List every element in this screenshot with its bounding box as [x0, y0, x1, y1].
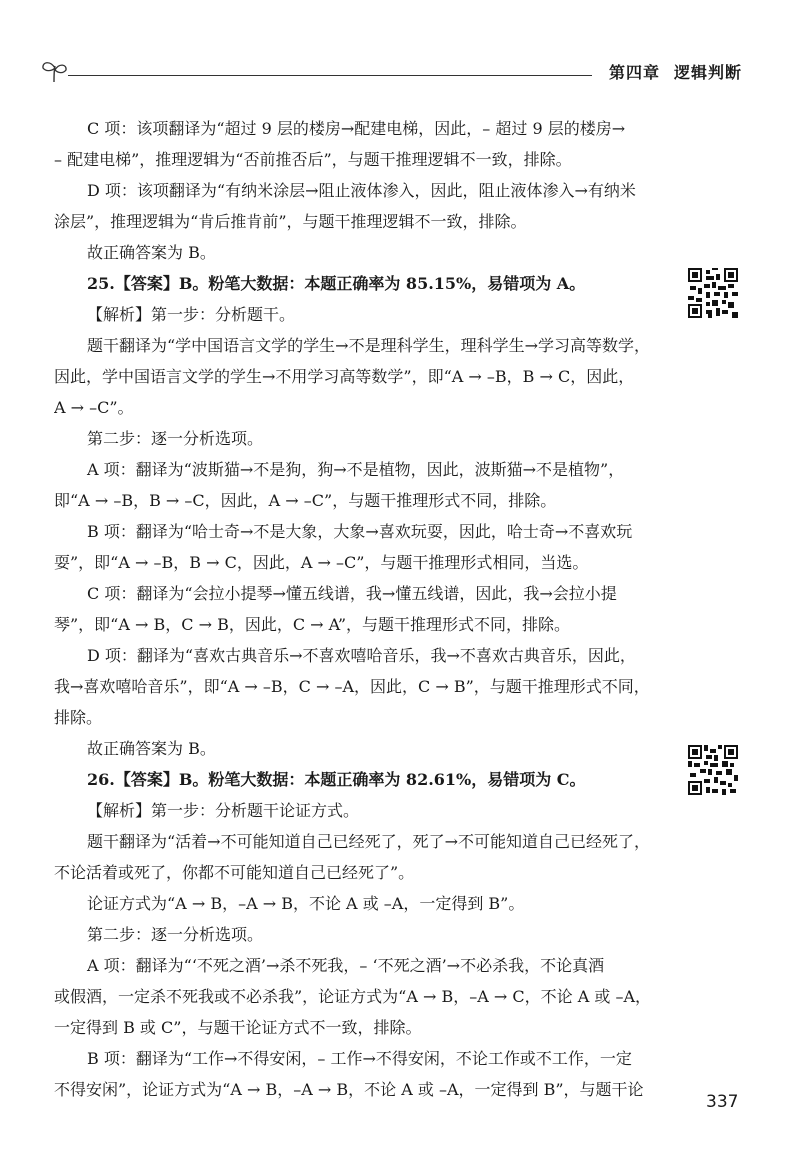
text-line: 一定得到 B 或 C”，与题干论证方式不一致，排除。: [54, 1018, 422, 1037]
chapter-title: 逻辑判断: [673, 63, 742, 82]
text-line: 故正确答案为 B。: [87, 739, 216, 758]
question-25-answer: 25.【答案】B。粉笔大数据：本题正确率为 85.15%，易错项为 A。: [87, 274, 586, 293]
qr-code-icon[interactable]: [688, 268, 738, 318]
text-line: 我→喜欢嘻哈音乐”，即“A → –B，C → –A，因此，C → B”，与题干推理形式不同，: [54, 677, 650, 696]
text-line: A → –C”。: [54, 398, 134, 417]
text-line: 涂层”，推理逻辑为“肯后推肯前”，与题干推理逻辑不一致，排除。: [54, 212, 527, 231]
text-line: B 项：翻译为“工作→不得安闲，– 工作→不得安闲，不论工作或不工作，一定: [87, 1049, 632, 1068]
text-line: – 配建电梯”，推理逻辑为“否前推否后”，与题干推理逻辑不一致，排除。: [54, 150, 572, 169]
text-line: D 项：该项翻译为“有纳米涂层→阻止液体渗入，因此，阻止液体渗入→有纳米: [87, 181, 636, 200]
text-line: C 项：翻译为“会拉小提琴→懂五线谱，我→懂五线谱，因此，我→会拉小提: [87, 584, 617, 603]
chapter-heading: [595, 60, 742, 83]
text-line: 即“A → –B，B → –C，因此，A → –C”，与题干推理形式不同，排除。: [54, 491, 557, 510]
page-header: [40, 58, 742, 86]
text-line: 不得安闲”，论证方式为“A → B，–A → B，不论 A 或 –A，一定得到 B”，与题干论: [54, 1080, 644, 1099]
text-line: 或假酒，一定杀不死我或不必杀我”，论证方式为“A → B，–A → C，不论 A 或 –A，: [54, 987, 651, 1006]
qr-code-icon[interactable]: [688, 745, 738, 795]
chapter-number: 第四章: [608, 63, 660, 82]
text-line: 第二步：逐一分析选项。: [87, 925, 264, 944]
page-body: [54, 113, 660, 1105]
text-line: B 项：翻译为“哈士奇→不是大象，大象→喜欢玩耍，因此，哈士奇→不喜欢玩: [87, 522, 633, 541]
text-line: 【解析】第一步：分析题干论证方式。: [87, 801, 360, 820]
text-line: C 项：该项翻译为“超过 9 层的楼房→配建电梯，因此，– 超过 9 层的楼房→: [87, 119, 626, 138]
text-line: 琴”，即“A → B，C → B，因此，C → A”，与题干推理形式不同，排除。: [54, 615, 571, 634]
text-line: 论证方式为“A → B，–A → B，不论 A 或 –A，一定得到 B”。: [87, 894, 525, 913]
text-line: 排除。: [54, 708, 103, 727]
question-26-answer: 26.【答案】B。粉笔大数据：本题正确率为 82.61%，易错项为 C。: [87, 770, 586, 789]
text-line: 第二步：逐一分析选项。: [87, 429, 264, 448]
text-line: 【解析】第一步：分析题干。: [87, 305, 296, 324]
text-line: 因此，学中国语言文学的学生→不用学习高等数学”，即“A → –B，B → C，因此，: [54, 367, 635, 386]
sprout-icon: [40, 58, 70, 84]
text-line: D 项：翻译为“喜欢古典音乐→不喜欢嘻哈音乐，我→不喜欢古典音乐，因此，: [87, 646, 636, 665]
text-line: 不论活着或死了，你都不可能知道自己已经死了”。: [54, 863, 415, 882]
text-line: 故正确答案为 B。: [87, 243, 216, 262]
text-line: 题干翻译为“活着→不可能知道自己已经死了，死了→不可能知道自己已经死了，: [87, 832, 650, 851]
page-number: 337: [706, 1092, 739, 1112]
text-line: 题干翻译为“学中国语言文学的学生→不是理科学生，理科学生→学习高等数学，: [87, 336, 650, 355]
text-line: 耍”，即“A → –B，B → C，因此，A → –C”，与题干推理形式相同，当选。: [54, 553, 589, 572]
header-rule: [68, 75, 592, 76]
text-line: A 项：翻译为“‘不死之酒’→杀不死我，– ‘不死之酒’→不必杀我，不论真酒: [87, 956, 605, 975]
text-line: A 项：翻译为“波斯猫→不是狗，狗→不是植物，因此，波斯猫→不是植物”，: [87, 460, 625, 479]
